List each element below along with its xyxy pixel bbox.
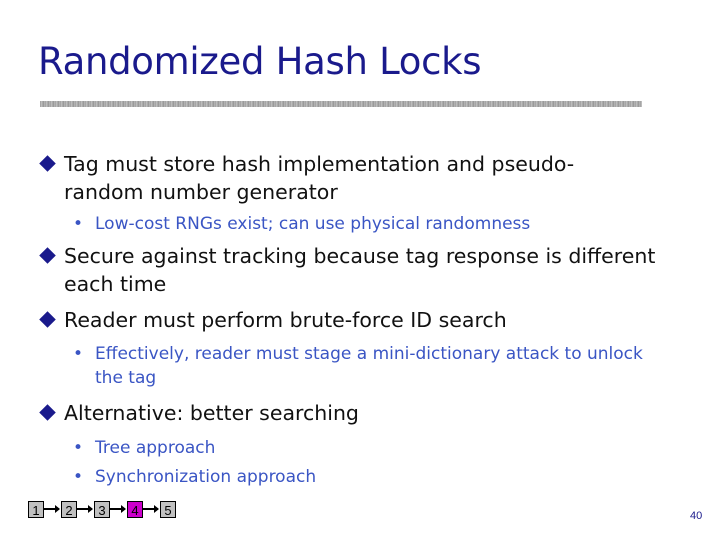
diamond-icon bbox=[39, 311, 56, 328]
nav-step-5[interactable]: 5 bbox=[160, 501, 176, 518]
nav-step-1[interactable]: 1 bbox=[28, 501, 44, 518]
slide-navigation bbox=[28, 499, 176, 519]
sub-bullet-item bbox=[40, 465, 700, 489]
bullet-text-line: Tag must store hash implementation and pseudo- bbox=[64, 152, 575, 176]
sub-bullet-item bbox=[40, 436, 700, 460]
dot-icon: • bbox=[73, 438, 84, 458]
sub-bullet-text: Tree approach bbox=[95, 438, 216, 458]
bullet-text-line: Alternative: better searching bbox=[64, 401, 359, 425]
bullet-text-line: Secure against tracking because tag response is different bbox=[64, 244, 656, 268]
nav-step-3[interactable]: 3 bbox=[94, 501, 110, 518]
arrow-right-icon bbox=[143, 508, 158, 510]
nav-step-2[interactable]: 2 bbox=[61, 501, 77, 518]
arrow-right-icon bbox=[77, 508, 92, 510]
bullet-item bbox=[40, 399, 700, 427]
diamond-icon bbox=[39, 404, 56, 421]
dot-icon: • bbox=[73, 344, 84, 364]
slide-title: Randomized Hash Locks bbox=[38, 40, 482, 83]
bullet-list bbox=[40, 150, 700, 489]
diamond-icon bbox=[39, 155, 56, 172]
arrow-right-icon bbox=[44, 508, 59, 510]
bullet-item bbox=[40, 242, 700, 298]
bullet-item bbox=[40, 150, 700, 206]
page-number: 40 bbox=[690, 510, 703, 522]
nav-step-4-active[interactable]: 4 bbox=[127, 501, 143, 518]
bullet-text-line: random number generator bbox=[64, 180, 338, 204]
bullet-item bbox=[40, 306, 700, 334]
dot-icon: • bbox=[73, 467, 84, 487]
sub-bullet-text: Low-cost RNGs exist; can use physical randomness bbox=[95, 214, 531, 234]
sub-bullet-text-line: the tag bbox=[95, 368, 157, 388]
dot-icon: • bbox=[73, 214, 84, 234]
title-divider bbox=[40, 101, 642, 107]
bullet-text-line: Reader must perform brute-force ID search bbox=[64, 308, 507, 332]
sub-bullet-text: Synchronization approach bbox=[95, 467, 317, 487]
sub-bullet-item bbox=[40, 342, 700, 390]
bullet-text-line: each time bbox=[64, 272, 167, 296]
arrow-right-icon bbox=[110, 508, 125, 510]
diamond-icon bbox=[39, 247, 56, 264]
sub-bullet-text-line: Effectively, reader must stage a mini-dictionary attack to unlock bbox=[95, 344, 643, 364]
sub-bullet-item bbox=[40, 212, 700, 236]
